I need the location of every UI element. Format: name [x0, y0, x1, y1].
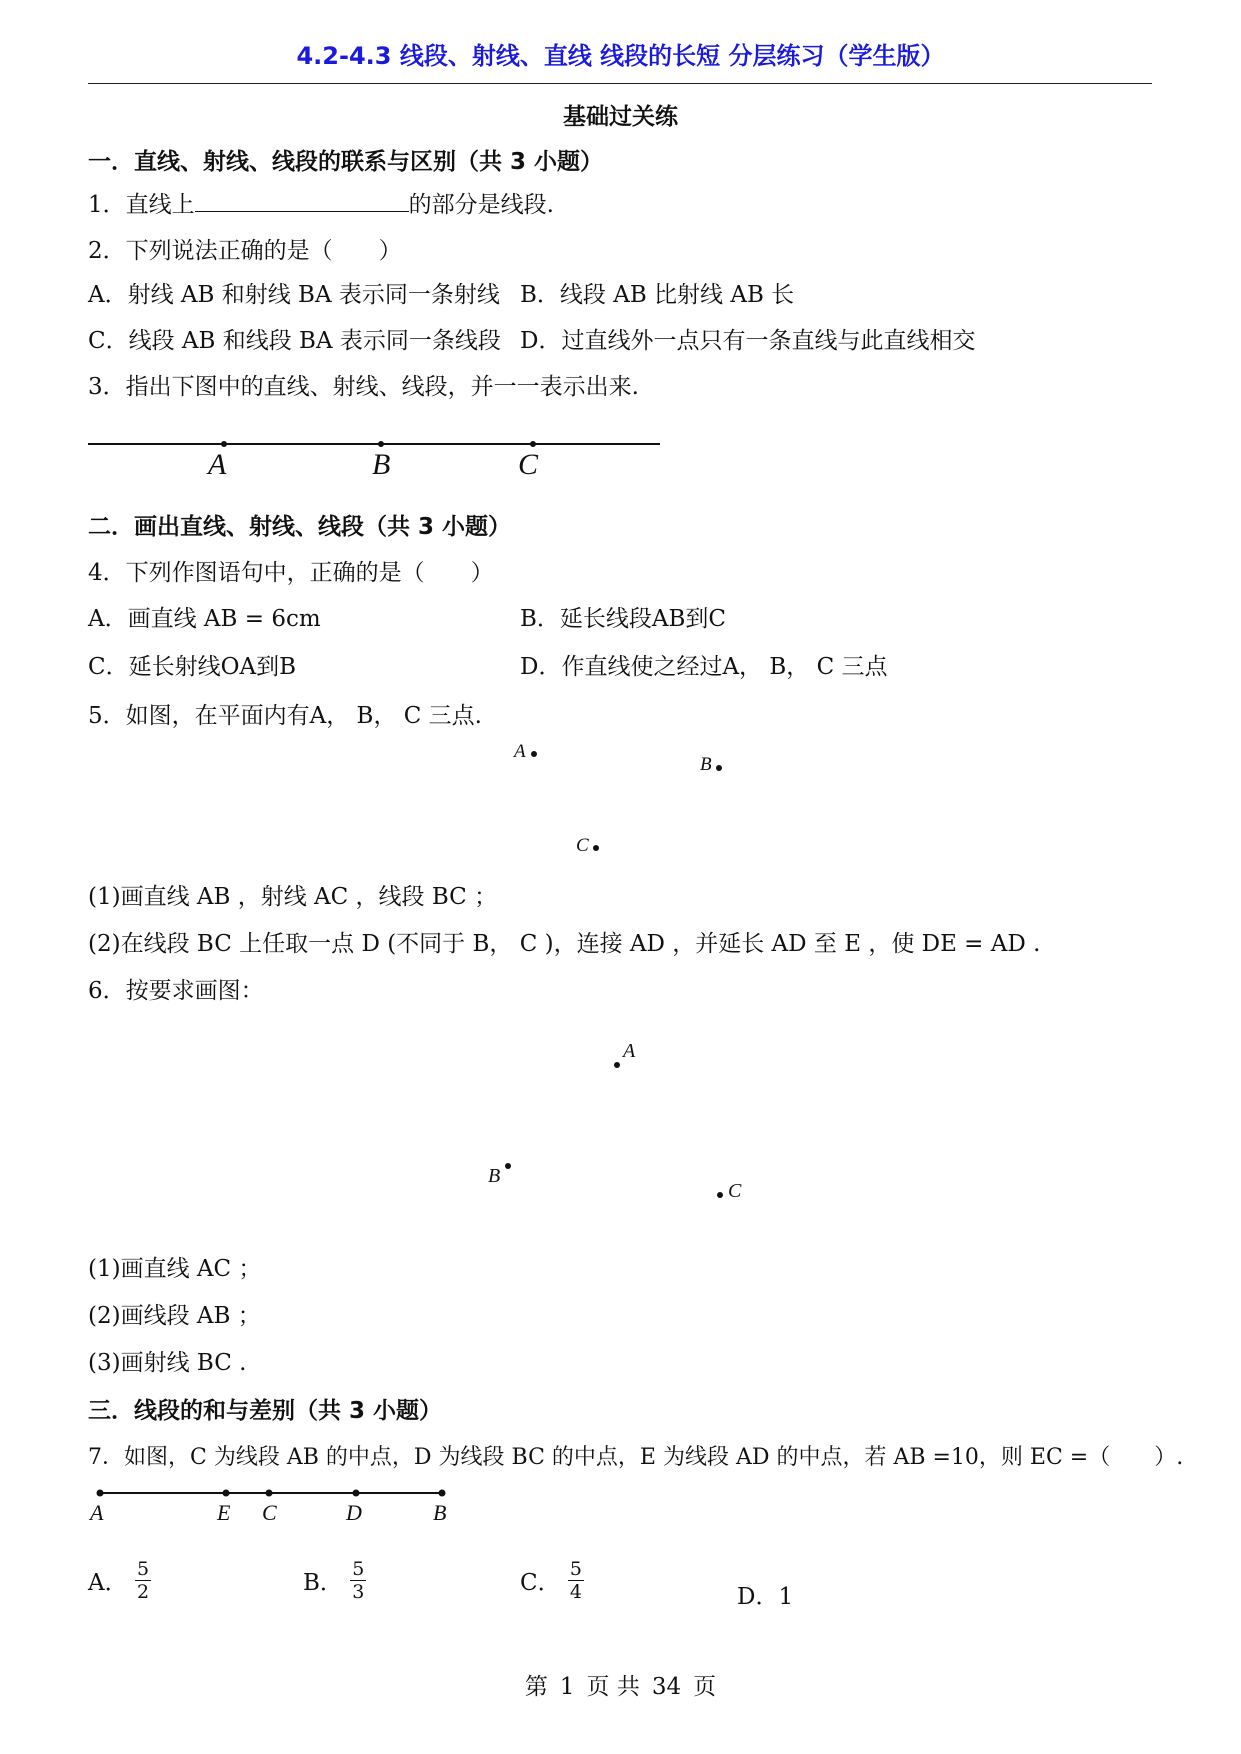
q4-option-a: A．画直线 AB = 6cm [88, 606, 321, 632]
q3-point-a [221, 441, 227, 447]
q7-figure [88, 1485, 468, 1505]
q7-point-b [439, 1490, 446, 1497]
q4-option-d: D．作直线使之经过A， B， C 三点 [520, 654, 888, 680]
page-total: 34 [651, 1674, 682, 1700]
q1-blank [195, 189, 409, 212]
q6-label-a: A [623, 1040, 636, 1062]
header-rule [88, 83, 1152, 84]
q7-point-c [266, 1490, 273, 1497]
q6-label-c: C [728, 1180, 742, 1202]
q2-option-a: A．射线 AB 和射线 BA 表示同一条射线 [88, 282, 500, 308]
q3-label-b: B [372, 448, 391, 481]
q7-point-a [97, 1490, 104, 1497]
q5-label-c: C [576, 835, 589, 856]
question-1 [88, 186, 554, 219]
q6-part-3: (3)画射线 BC . [88, 1350, 247, 1376]
q6-part-2: (2)画线段 AB ； [88, 1303, 261, 1329]
q6-label-b: B [488, 1165, 501, 1187]
q7-option-d: D．1 [737, 1584, 794, 1610]
q4-option-c: C．延长射线OA到B [88, 654, 296, 680]
question-3-stem: 3．指出下图中的直线、射线、线段，并一一表示出来. [88, 374, 639, 400]
document-title: 4.2-4.3 线段、射线、直线 线段的长短 分层练习（学生版） [296, 42, 945, 70]
question-4-stem: 4．下列作图语句中，正确的是（ ） [88, 560, 494, 586]
q5-point-c [593, 845, 599, 851]
q6-part-1: (1)画直线 AC ； [88, 1256, 262, 1282]
q7-label-a: A [90, 1500, 104, 1525]
q3-label-a: A [208, 448, 227, 481]
section-heading-3: 三．线段的和与差别（共 3 小题） [88, 1398, 443, 1424]
q5-label-a: A [514, 741, 526, 762]
q4-option-b: B．延长线段AB到C [520, 606, 727, 632]
q5-part-2: (2)在线段 BC 上任取一点 D (不同于 B， C )，连接 AD ，并延长 AD 至 E ，使 DE = AD . [88, 931, 1041, 957]
subtitle: 基础过关练 [563, 104, 678, 130]
q3-point-c [530, 441, 536, 447]
q5-part-1: (1)画直线 AB ，射线 AC ，线段 BC ； [88, 884, 498, 910]
question-2-stem: 2．下列说法正确的是（ ） [88, 238, 402, 264]
q7-option-c: C． $\frac{5}{4}$ [520, 1558, 583, 1603]
q3-point-b [378, 441, 384, 447]
q2-option-c: C．线段 AB 和线段 BA 表示同一条线段 [88, 328, 501, 354]
q7-point-e [223, 1490, 230, 1497]
section-heading-2: 二．画出直线、射线、线段（共 3 小题） [88, 514, 512, 540]
page-number: 1 [559, 1674, 575, 1700]
q1-prefix: 1．直线上 [88, 192, 195, 218]
q7-option-b: B． $\frac{5}{3}$ [303, 1558, 365, 1603]
q7-label-d: D [346, 1500, 362, 1525]
page-footer: 第 1 页 共 34 页 [524, 1674, 717, 1700]
q5-label-b: B [700, 754, 712, 775]
q7-label-c: C [262, 1500, 277, 1525]
q7-label-e: E [217, 1500, 231, 1525]
question-7-stem: 7．如图，C 为线段 AB 的中点，D 为线段 BC 的中点，E 为线段 AD 的中点，若 AB =10，则 EC =（ ）. [88, 1445, 1184, 1470]
q6-point-a [614, 1062, 620, 1068]
q2-option-b: B．线段 AB 比射线 AB 长 [520, 282, 795, 308]
q7-label-b: B [433, 1500, 447, 1525]
q7-option-a-fraction: $\frac{5}{2}$ [136, 1558, 150, 1603]
q3-label-c: C [518, 448, 539, 481]
question-5-stem: 5．如图，在平面内有A， B， C 三点. [88, 703, 482, 729]
q1-suffix: 的部分是线段. [408, 192, 554, 218]
q7-option-c-fraction: $\frac{5}{4}$ [569, 1558, 583, 1603]
q2-option-d: D．过直线外一点只有一条直线与此直线相交 [520, 328, 976, 354]
question-6-stem: 6．按要求画图： [88, 978, 264, 1004]
q5-point-b [716, 765, 722, 771]
q7-option-b-fraction: $\frac{5}{3}$ [352, 1558, 365, 1603]
q6-point-c [717, 1192, 723, 1198]
q6-point-b [505, 1163, 511, 1169]
q5-point-a [531, 751, 537, 757]
q7-option-a: A． $\frac{5}{2}$ [88, 1558, 150, 1603]
section-heading-1: 一．直线、射线、线段的联系与区别（共 3 小题） [88, 149, 604, 175]
q7-point-d [353, 1490, 360, 1497]
